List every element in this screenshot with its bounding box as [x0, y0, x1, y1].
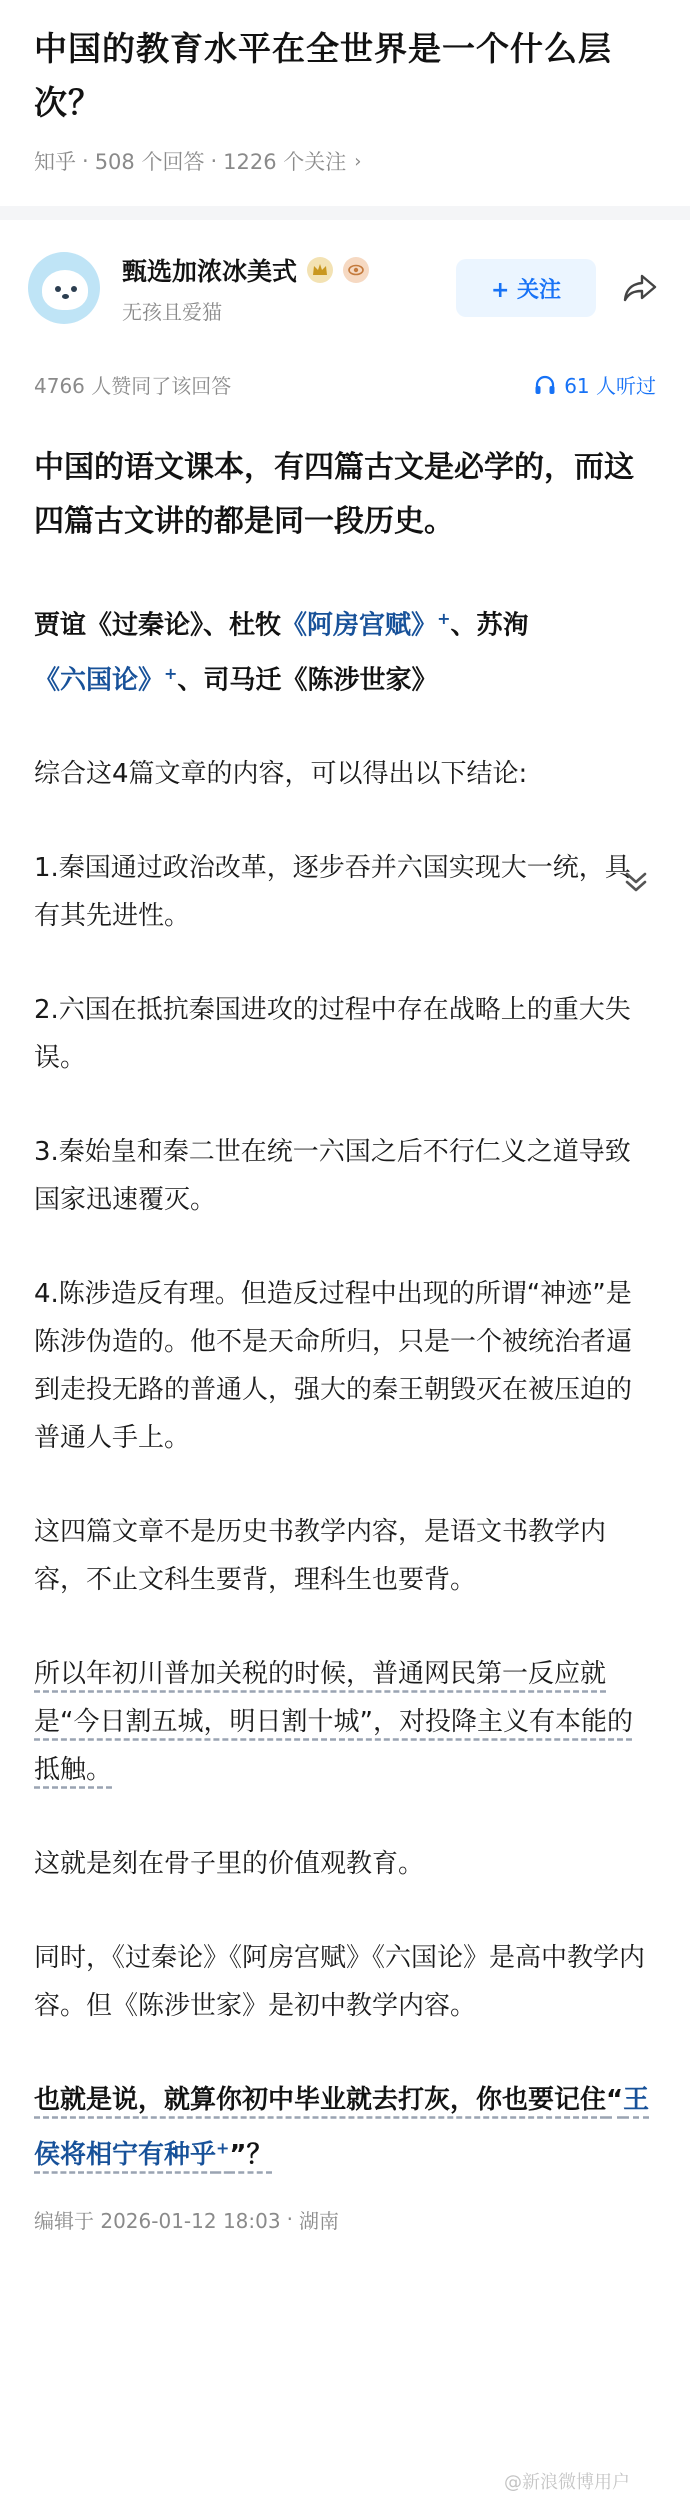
crown-badge-icon — [307, 257, 333, 283]
work-link-liuguolun[interactable]: 《六国论》 — [34, 665, 165, 696]
watermark: @新浪微博用户 — [504, 2472, 630, 2493]
plus-icon: + — [437, 609, 451, 628]
author-subtitle: 无孩且爱猫 — [122, 299, 222, 324]
headphones-icon — [534, 375, 556, 395]
values-paragraph: 这就是刻在骨子里的价值观教育。 — [34, 1849, 425, 1880]
answer-footer: 编辑于 2026-01-12 18:03 · 湖南 — [0, 2179, 690, 2234]
point-1: 1.秦国通过政治改革，逐步吞并六国实现大一统，具有其先进性。 — [34, 853, 631, 932]
work-guoqinlun: 《过秦论》 — [86, 610, 204, 641]
answer-stats — [0, 334, 690, 399]
edit-time: 编辑于 2026-01-12 18:03 — [34, 2208, 281, 2233]
final-paragraph — [34, 2076, 656, 2179]
follow-button[interactable]: + 关注 — [456, 259, 596, 317]
lead-paragraph: 中国的语文课本，有四篇古文是必学的，而这四篇古文讲的都是同一段历史。 — [34, 450, 634, 539]
tariff-text: 所以年初川普加关税的时候，普通网民第一反应就是“今日割五城，明日割十城”，对投降主义有本能的抵触。 — [34, 1659, 633, 1786]
section-divider — [0, 206, 690, 220]
point-4: 4.陈涉造反有理。但造反过程中出现的所谓“神迹”是陈涉伪造的。他不是天命所归，只是一个被统治者逼到走投无路的普通人，强大的秦王朝毁灭在被压迫的普通人手上。 — [34, 1279, 633, 1454]
works-list: 贾谊《过秦论》、杜牧《阿房宫赋》+、苏洵《六国论》+、司马迁《陈涉世家》 — [34, 609, 529, 696]
work-chenshe: 《陈涉世家》 — [281, 665, 438, 696]
plus-icon: + — [164, 663, 178, 683]
author-name[interactable]: 甄选加浓冰美式 — [122, 256, 298, 286]
listen-count[interactable] — [534, 370, 656, 399]
answer-content — [0, 399, 690, 2179]
chevron-right-icon: › — [354, 150, 362, 172]
expand-chevron-icon[interactable] — [616, 862, 656, 902]
answer-count: 508 个回答 — [94, 150, 205, 174]
quote-link[interactable]: 王侯将相宁有种乎 — [34, 2085, 650, 2170]
point-2: 2.六国在抵抗秦国进攻的过程中存在战略上的重大失误。 — [34, 995, 631, 1074]
listen-label: 61 人听过 — [564, 374, 656, 398]
follower-count: 1226 个关注 — [223, 150, 347, 174]
work-author-jiayi: 贾谊 — [34, 610, 87, 641]
tariff-paragraph — [34, 1650, 656, 1794]
point-3: 3.秦始皇和秦二世在统一六国之后不行仁义之道导致国家迅速覆灭。 — [34, 1137, 631, 1216]
author-info — [122, 252, 456, 325]
location: 湖南 — [298, 2208, 339, 2233]
levels-paragraph: 同时，《过秦论》《阿房宫赋》《六国论》是高中教学内容。但《陈涉世家》是初中教学内容。 — [34, 1943, 646, 2022]
plus-icon: + — [216, 2138, 230, 2158]
agree-count: 4766 人赞同了该回答 — [34, 374, 232, 398]
avatar[interactable] — [28, 252, 100, 324]
eye-badge-icon — [343, 257, 369, 283]
share-icon[interactable] — [618, 266, 662, 310]
curriculum-paragraph: 这四篇文章不是历史书教学内容，是语文书教学内容，不止文科生要背，理科生也要背。 — [34, 1517, 607, 1596]
question-section — [0, 0, 690, 176]
final-text: 也就是说，就算你初中毕业就去打灰，你也要记住“王侯将相宁有种乎+”？ — [34, 2085, 650, 2170]
question-title[interactable]: 中国的教育水平在全世界是一个什么层次？ — [34, 29, 612, 122]
site-name: 知乎 — [34, 150, 76, 174]
work-link-afanggongfu[interactable]: 《阿房宫赋》 — [281, 610, 438, 641]
summary-paragraph: 综合这4篇文章的内容，可以得出以下结论: — [34, 759, 528, 790]
question-meta[interactable]: 知乎 · 508 个回答 · 1226 个关注 › — [34, 146, 656, 176]
author-bar — [0, 220, 690, 334]
